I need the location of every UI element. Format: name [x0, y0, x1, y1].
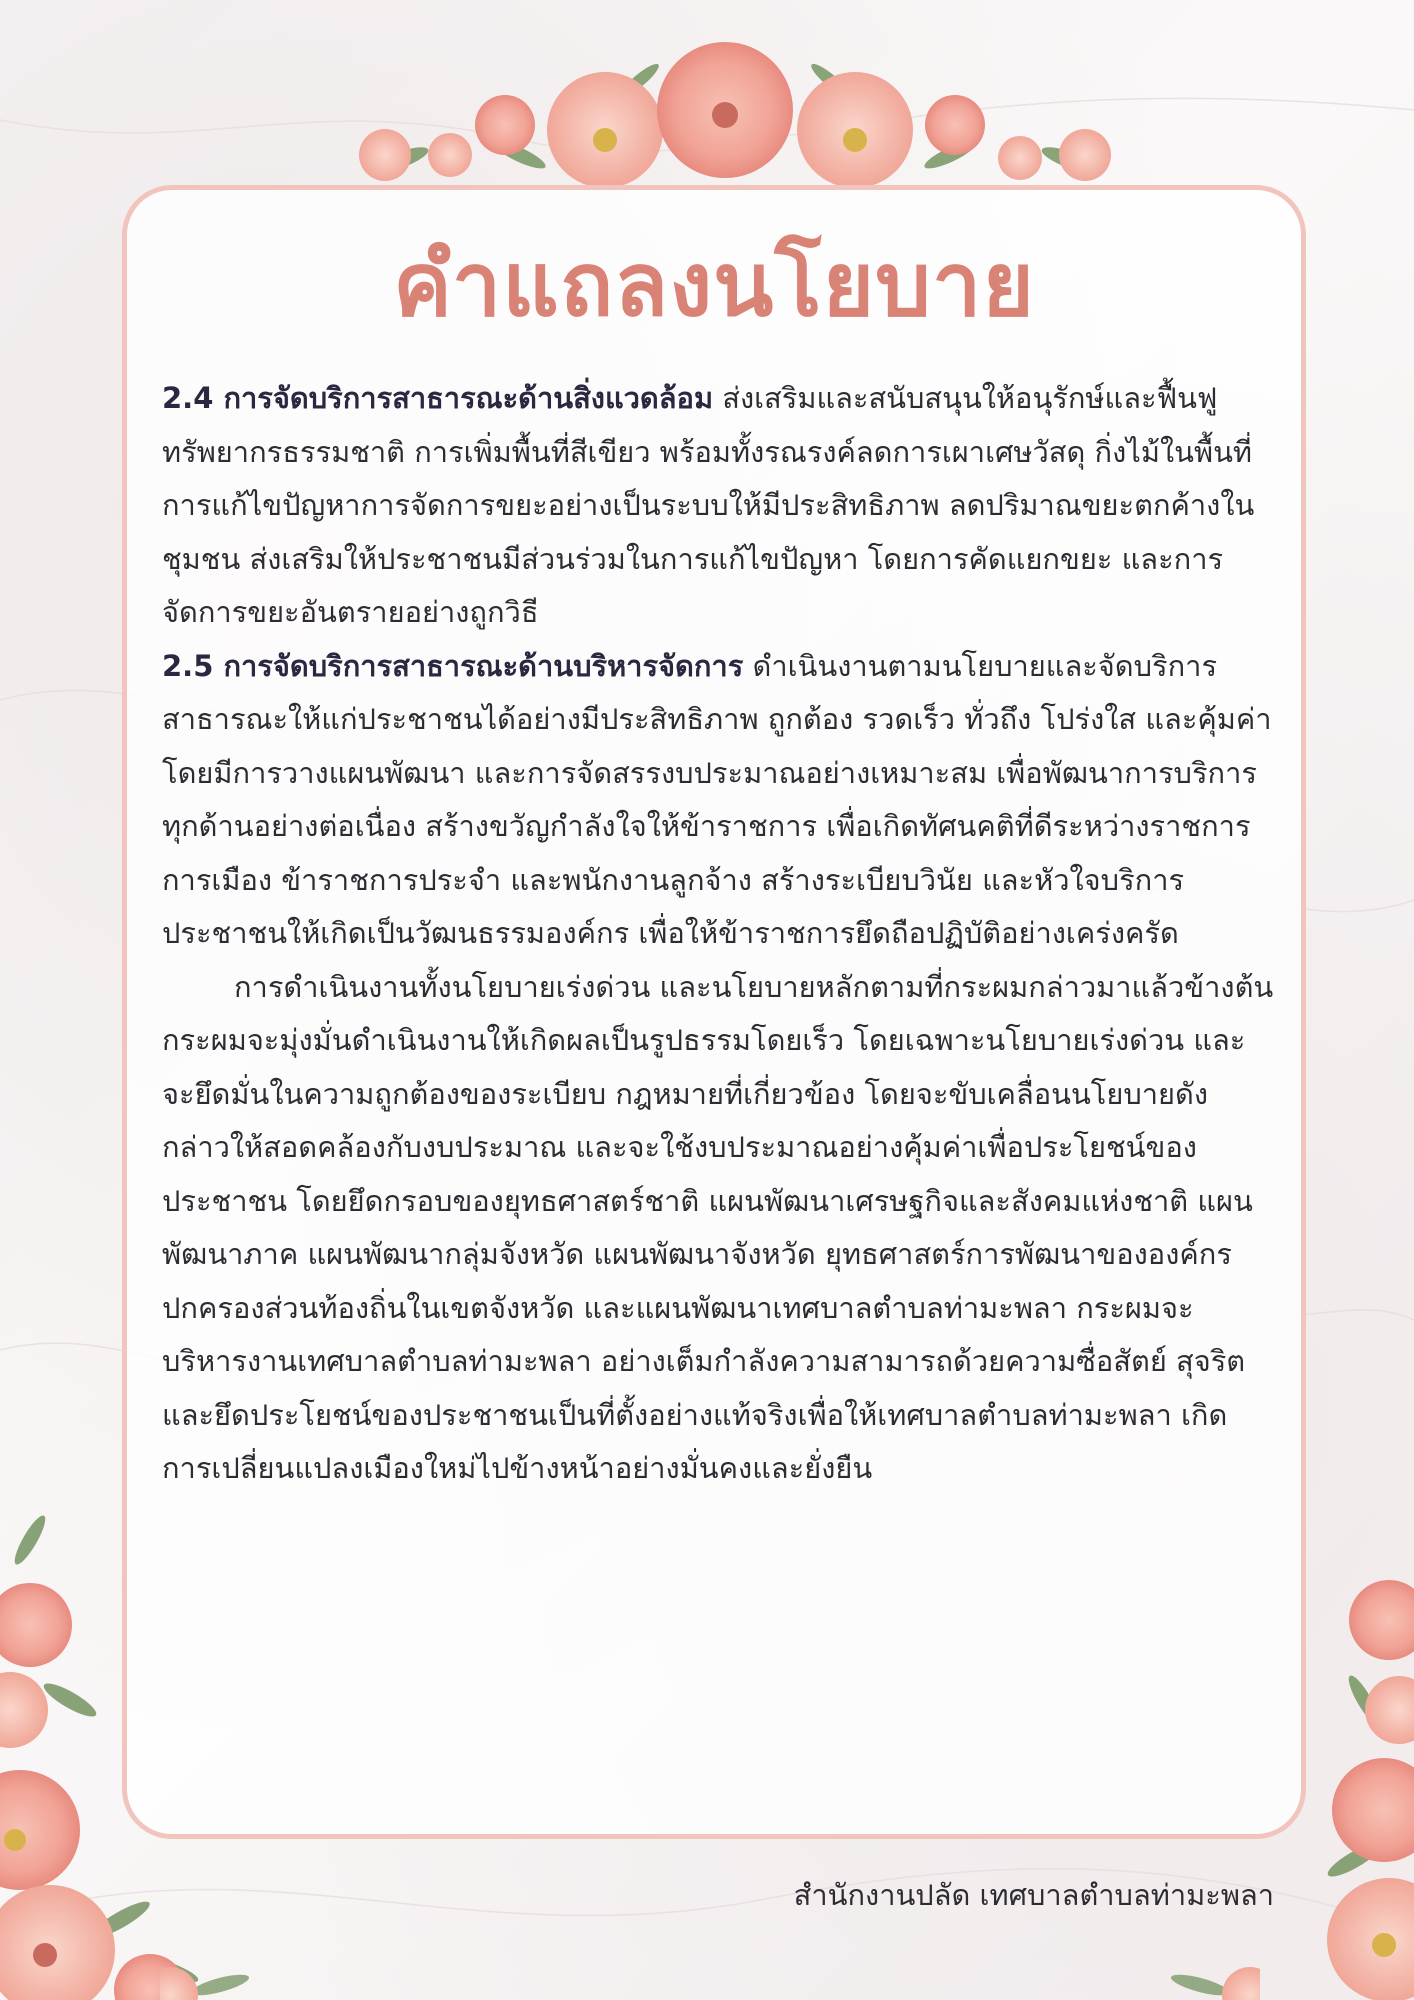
- closing-paragraph: การดำเนินงานทั้งนโยบายเร่งด่วน และนโยบายหลักตามที่กระผมกล่าวมาแล้วข้างต้น กระผมจะมุ่งมั่นดำเนินงานให้เกิดผลเป็นรูปธรรมโดยเร็ว โดยเฉพาะนโยบายเร่งด่วน และจะยึดมั่นในความถูกต้องของระเบียบ กฎหมายที่เกี่ยวข้อง โดยจะขับเคลื่อนนโยบายดังกล่าวให้สอดคล้องกับงบประมาณ และจะใช้งบประมาณอย่างคุ้มค่าเพื่อประโยชน์ของประชาชน โดยยึดกรอบของยุทธศาสตร์ชาติ แผนพัฒนาเศรษฐกิจและสังคมแห่งชาติ แผนพัฒนาภาค แผนพัฒนากลุ่มจังหวัด แผนพัฒนาจังหวัด ยุทธศาสตร์การพัฒนาขององค์กรปกครองส่วนท้องถิ่นในเขตจังหวัด และแผนพัฒนาเทศบาลตำบลท่ามะพลา กระผมจะบริหารงานเทศบาลตำบลท่ามะพลา อย่างเต็มกำลังความสามารถด้วยความซื่อสัตย์ สุจริต และยึดประโยชน์ของประชาชนเป็นที่ตั้งอย่างแท้จริงเพื่อให้เทศบาลตำบลท่ามะพลา เกิดการเปลี่ยนแปลงเมืองใหม่ไปข้างหน้าอย่างมั่นคงและยั่งยืน: [162, 969, 1274, 1485]
- floral-cluster-right: [1304, 1560, 1414, 2000]
- section-2-5-heading: 2.5 การจัดบริการสาธารณะด้านบริหารจัดการ: [162, 648, 744, 683]
- section-2-5-text: ดำเนินงานตามนโยบายและจัดบริการสาธารณะให้แก่ประชาชนได้อย่างมีประสิทธิภาพ ถูกต้อง รวดเร็ว ทั่วถึง โปร่งใส และคุ้มค่า โดยมีการวางแผนพัฒนา และการจัดสรรงบประมาณอย่างเหมาะสม เพื่อพัฒนาการบริการทุกด้านอย่างต่อเนื่อง สร้างขวัญกำลังใจให้ข้าราชการ เพื่อเกิดทัศนคติที่ดีระหว่างราชการการเมือง ข้าราชการประจำ และพนักงานลูกจ้าง สร้างระเบียบวินัย และหัวใจบริการประชาชนให้เกิดเป็นวัฒนธรรมองค์กร เพื่อให้ข้าราชการยึดถือปฏิบัติอย่างเคร่งครัด: [162, 648, 1272, 950]
- section-2-4: [162, 372, 1274, 640]
- section-2-5: [162, 640, 1274, 961]
- section-2-4-heading: 2.4 การจัดบริการสาธารณะด้านสิ่งแวดล้อม: [162, 381, 714, 415]
- document-body: [162, 372, 1274, 1496]
- page-title: คำแถลงนโยบาย: [393, 233, 1035, 336]
- floral-garland-top: [340, 40, 1130, 190]
- section-2-4-text: ส่งเสริมและสนับสนุนให้อนุรักษ์และฟื้นฟูทรัพยากรธรรมชาติ การเพิ่มพื้นที่สีเขียว พร้อมทั้งรณรงค์ลดการเผาเศษวัสดุ กิ่งไม้ในพื้นที่การแก้ไขปัญหาการจัดการขยะอย่างเป็นระบบให้มีประสิทธิภาพ ลดปริมาณขยะตกค้างในชุมชน ส่งเสริมให้ประชาชนมีส่วนร่วมในการแก้ไขปัญหา โดยการคัดแยกขยะ และการจัดการขยะอันตรายอย่างถูกวิธี: [162, 381, 1255, 629]
- footer-office: สำนักงานปลัด เทศบาลตำบลท่ามะพลา: [793, 1878, 1274, 1912]
- floral-strip-bottom: [160, 1940, 1260, 2000]
